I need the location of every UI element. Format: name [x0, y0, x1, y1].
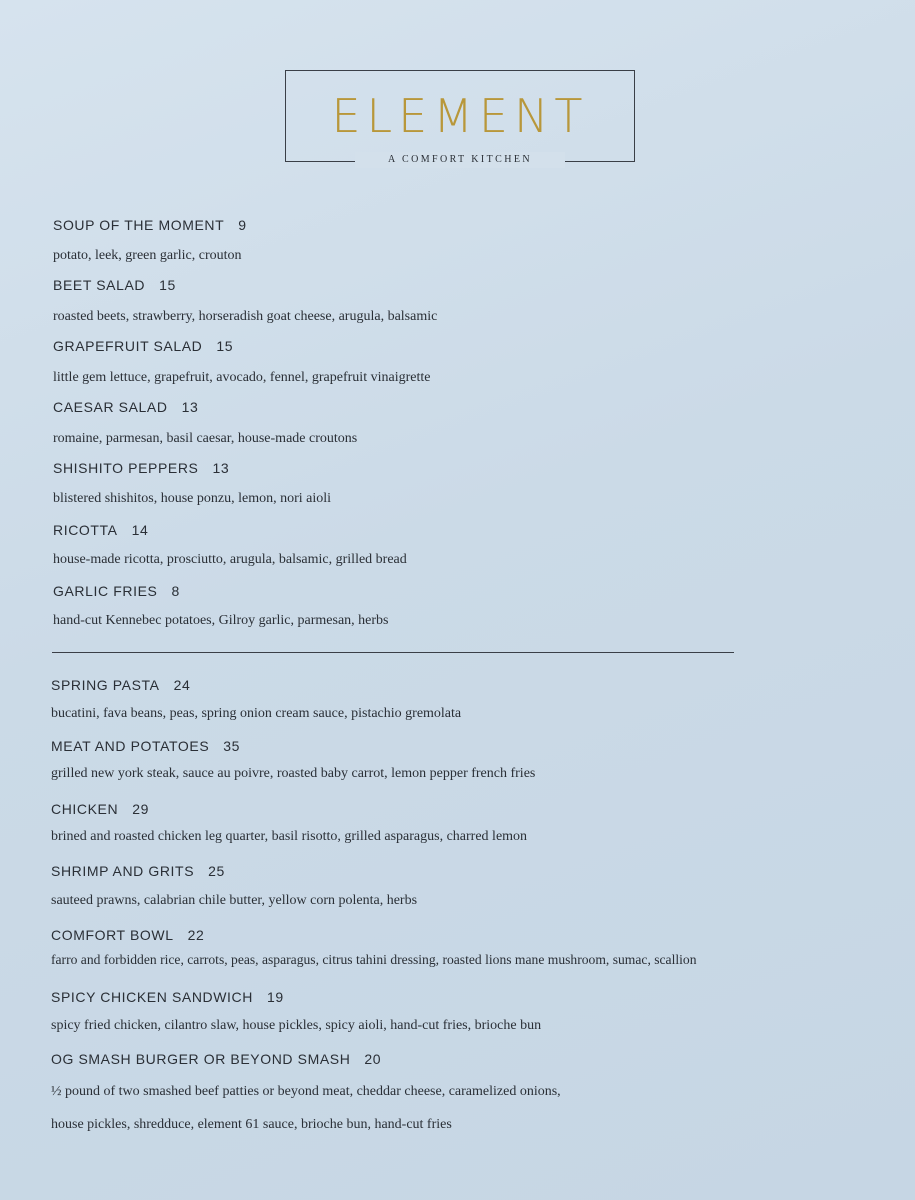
menu-item-name: RICOTTA 14: [53, 522, 149, 538]
menu-item-name: CAESAR SALAD 13: [53, 399, 199, 415]
menu-item-name: SHISHITO PEPPERS 13: [53, 460, 230, 476]
menu-item-description: hand-cut Kennebec potatoes, Gilroy garlic, parmesan, herbs: [53, 613, 389, 628]
menu-item-description: farro and forbidden rice, carrots, peas, asparagus, citrus tahini dressing, roasted lions mane mushroom, sumac, scallion: [51, 952, 697, 967]
menu-item-price: 20: [364, 1051, 382, 1067]
menu-item-price: 14: [131, 522, 149, 538]
menu-item-name: GRAPEFRUIT SALAD 15: [53, 338, 234, 354]
menu-item-description: sauteed prawns, calabrian chile butter, yellow corn polenta, herbs: [51, 893, 418, 908]
menu-item-description-continued: house pickles, shredduce, element 61 sauce, brioche bun, hand-cut fries: [51, 1117, 452, 1132]
logo-subtitle-wrap: [285, 152, 635, 168]
menu-item-description: grilled new york steak, sauce au poivre, roasted baby carrot, lemon pepper french fries: [51, 766, 536, 781]
menu-item-description: brined and roasted chicken leg quarter, basil risotto, grilled asparagus, charred lemon: [51, 829, 528, 844]
logo-frame: [285, 70, 635, 162]
menu-item-name: SHRIMP AND GRITS 25: [51, 863, 225, 879]
menu-item-price: 9: [238, 217, 247, 233]
section-divider: [52, 652, 734, 653]
menu-item-price: 15: [159, 277, 176, 293]
menu-item-price: 13: [212, 460, 230, 476]
menu-item-name: BEET SALAD 15: [53, 277, 176, 293]
menu-item-name: COMFORT BOWL 22: [51, 927, 205, 943]
menu-item-price: 19: [266, 989, 284, 1005]
menu-item-name: MEAT AND POTATOES 35: [51, 738, 241, 754]
menu-item-description: potato, leek, green garlic, crouton: [53, 248, 242, 263]
menu-item-description: ½ pound of two smashed beef patties or beyond meat, cheddar cheese, caramelized onions,: [51, 1084, 561, 1099]
restaurant-tagline: A COMFORT KITCHEN: [355, 152, 565, 168]
menu-item-price: 29: [132, 801, 149, 817]
menu-item-description: roasted beets, strawberry, horseradish goat cheese, arugula, balsamic: [53, 309, 438, 324]
menu-item-name: SPICY CHICKEN SANDWICH 19: [51, 989, 284, 1005]
menu-item-description: romaine, parmesan, basil caesar, house-made croutons: [53, 431, 358, 446]
menu-item-description: bucatini, fava beans, peas, spring onion cream sauce, pistachio gremolata: [51, 706, 462, 721]
menu-item-name: OG SMASH BURGER OR BEYOND SMASH 20: [51, 1051, 382, 1067]
menu-item-price: 35: [223, 738, 241, 754]
restaurant-name: ELEMENT: [331, 89, 589, 143]
menu-item-name: GARLIC FRIES 8: [53, 583, 180, 599]
menu-item-price: 13: [181, 399, 199, 415]
menu-item-name: SPRING PASTA 24: [51, 677, 191, 693]
menu-item-name: SOUP OF THE MOMENT 9: [53, 217, 247, 233]
menu-item-name: CHICKEN 29: [51, 801, 149, 817]
menu-item-price: 15: [216, 338, 234, 354]
menu-item-description: house-made ricotta, prosciutto, arugula, balsamic, grilled bread: [53, 552, 407, 567]
menu-item-description: spicy fried chicken, cilantro slaw, house pickles, spicy aioli, hand-cut fries, brioche bun: [51, 1018, 542, 1033]
menu-item-price: 22: [187, 927, 205, 943]
menu-item-price: 24: [173, 677, 191, 693]
menu-item-price: 25: [208, 863, 225, 879]
menu-item-description: blistered shishitos, house ponzu, lemon, nori aioli: [53, 491, 332, 506]
menu-item-description: little gem lettuce, grapefruit, avocado, fennel, grapefruit vinaigrette: [53, 370, 431, 385]
menu-item-price: 8: [171, 583, 180, 599]
